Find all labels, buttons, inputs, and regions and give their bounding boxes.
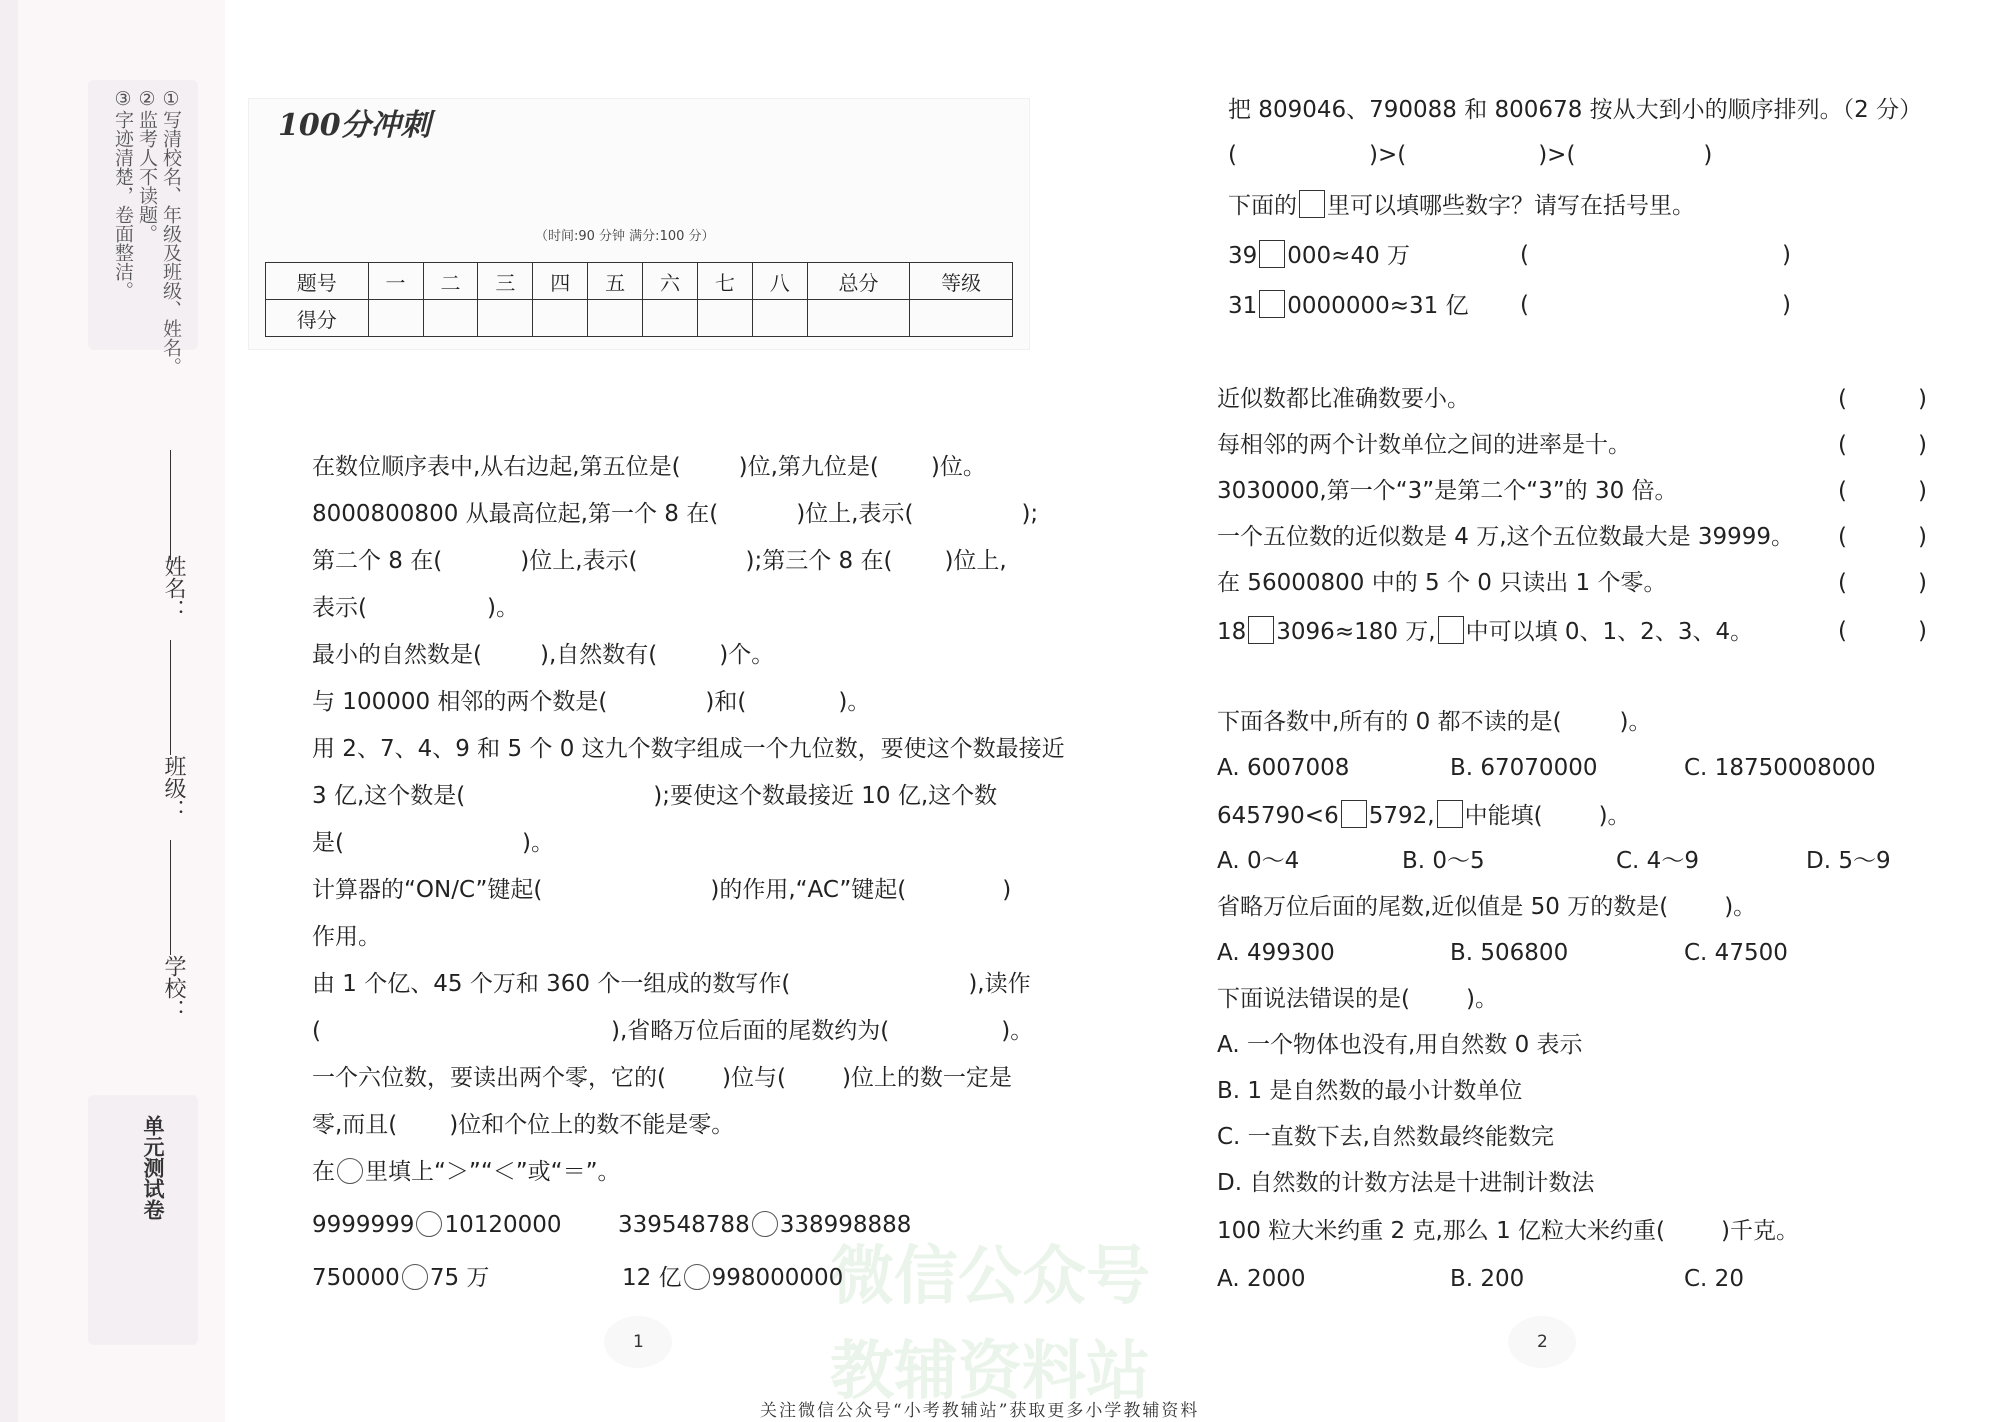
tf-paren-open: ( (1838, 618, 1847, 644)
mc-option[interactable]: A. 499300 (1217, 940, 1335, 966)
mc-option[interactable]: B. 1 是自然数的最小计数单位 (1217, 1078, 1523, 1104)
answer-paren-open: ( (1520, 292, 1529, 318)
mc-option[interactable]: A. 0～4 (1217, 848, 1300, 874)
tf-question-3: 3030000,第一个“3”是第二个“3”的 30 倍。 (1217, 478, 1678, 504)
question-7: 由 1 个亿、45 个万和 360 个一组成的数写作( ),读作 (312, 971, 1031, 997)
tf-paren-open: ( (1838, 524, 1847, 550)
tf-question-1: 近似数都比准确数要小。 (1217, 386, 1470, 412)
digit-box[interactable] (1259, 240, 1285, 268)
mc-option[interactable]: B. 200 (1450, 1266, 1525, 1292)
mc-question-3: 省略万位后面的尾数,近似值是 50 万的数是( )。 (1217, 894, 1757, 920)
question-10-answer-line: ( )>( )>( ) (1228, 142, 1713, 168)
mc-question-4: 下面说法错误的是( )。 (1217, 986, 1498, 1012)
page-number-1: 1 (633, 1332, 644, 1352)
sidebar-edge-strip (0, 0, 18, 1422)
question-8-end: 零,而且( )位和个位上的数不能是零。 (312, 1112, 735, 1138)
answer-paren-open: ( (1520, 242, 1529, 268)
score-input-cell[interactable] (588, 300, 643, 337)
tf-question-5: 在 56000800 中的 5 个 0 只读出 1 个零。 (1217, 570, 1667, 596)
score-input-cell[interactable] (910, 300, 1013, 337)
question-11: 下面的 里可以填哪些数字？请写在括号里。 (1228, 190, 1695, 221)
score-table-header-row (266, 263, 1013, 300)
question-6: 计算器的“ON/C”键起( )的作用,“AC”键起( ) (312, 877, 1012, 903)
watermark-line-1: 微信公众号 (830, 1240, 1150, 1314)
page-number-2: 2 (1537, 1332, 1548, 1352)
question-5-cont: 3 亿,这个数是( );要使这个数最接近 10 亿,这个数 (312, 783, 998, 809)
question-4: 与 100000 相邻的两个数是( )和( )。 (312, 689, 871, 715)
score-cell: 等级 (910, 263, 1013, 300)
footer-notice: 关注微信公众号“小考教辅站”获取更多小学教辅资料 (760, 1401, 1200, 1421)
tf-paren-close: ) (1918, 618, 1927, 644)
question-10: 把 809046、790088 和 800678 按从大到小的顺序排列。（2 分） (1228, 97, 1923, 123)
tf-paren-open: ( (1838, 478, 1847, 504)
question-1: 在数位顺序表中,从右边起,第五位是( )位,第九位是( )位。 (312, 454, 986, 480)
mc-option[interactable]: D. 5～9 (1806, 848, 1891, 874)
question-5-end: 是( )。 (312, 830, 554, 856)
tf-paren-close: ) (1918, 570, 1927, 596)
tf-paren-close: ) (1918, 386, 1927, 412)
tf-paren-close: ) (1918, 478, 1927, 504)
mc-option[interactable]: C. 18750008000 (1684, 755, 1876, 781)
tf-paren-open: ( (1838, 570, 1847, 596)
brand-logo: 100分冲刺 (278, 108, 431, 143)
question-7-cont: ( ),省略万位后面的尾数约为( )。 (312, 1018, 1034, 1044)
score-row-label: 得分 (266, 300, 369, 337)
compare-circle[interactable] (684, 1264, 710, 1290)
mc-option[interactable]: C. 4～9 (1616, 848, 1699, 874)
class-label: 班级： (161, 755, 186, 821)
score-cell: 题号 (266, 263, 369, 300)
score-input-cell[interactable] (697, 300, 752, 337)
compare-item: 12 亿 998000000 (622, 1265, 844, 1291)
score-input-cell[interactable] (368, 300, 423, 337)
mc-question-5: 100 粒大米约重 2 克,那么 1 亿粒大米约重( )千克。 (1217, 1218, 1799, 1244)
school-label: 学校： (161, 955, 186, 1021)
square-blank-icon (1437, 800, 1463, 828)
tf-question-4: 一个五位数的近似数是 4 万,这个五位数最大是 39999。 (1217, 524, 1795, 550)
name-label: 姓名： (161, 555, 186, 621)
score-input-cell[interactable] (807, 300, 910, 337)
tf-paren-open: ( (1838, 386, 1847, 412)
notice-line-2: ②监考人不读题。 (136, 88, 158, 243)
compare-circle[interactable] (402, 1264, 428, 1290)
mc-option[interactable]: D. 自然数的计数方法是十进制计数法 (1217, 1170, 1595, 1196)
mc-option[interactable]: C. 47500 (1684, 940, 1788, 966)
class-line[interactable] (170, 640, 171, 755)
notice-line-1: ①写清校名、年级及班级、姓名。 (160, 88, 182, 376)
question-2-end: 表示( )。 (312, 595, 519, 621)
mc-option[interactable]: A. 一个物体也没有,用自然数 0 表示 (1217, 1032, 1583, 1058)
mc-question-1: 下面各数中,所有的 0 都不读的是( )。 (1217, 709, 1652, 735)
answer-paren-close: ) (1782, 292, 1791, 318)
notice-line-3: ③字迹清楚，卷面整洁。 (112, 88, 134, 300)
square-blank-icon (1299, 190, 1325, 218)
score-cell: 五 (588, 263, 643, 300)
tf-question-6: 18 3096≈180 万, 中可以填 0、1、2、3、4。 (1217, 616, 1753, 647)
circle-blank-icon (337, 1158, 363, 1184)
digit-box[interactable] (1248, 616, 1274, 644)
question-3: 最小的自然数是( ),自然数有( )个。 (312, 642, 775, 668)
tf-paren-close: ) (1918, 432, 1927, 458)
question-2-cont: 第二个 8 在( )位上,表示( );第三个 8 在( )位上, (312, 548, 1007, 574)
mc-option[interactable]: B. 67070000 (1450, 755, 1598, 781)
compare-item: 339548788 338998888 (618, 1212, 912, 1238)
score-cell: 六 (643, 263, 698, 300)
compare-item: 750000 75 万 (312, 1265, 490, 1291)
score-cell: 七 (697, 263, 752, 300)
score-cell: 总分 (807, 263, 910, 300)
tf-question-2: 每相邻的两个计数单位之间的进率是十。 (1217, 432, 1631, 458)
question-9: 在 里填上“＞”“＜”或“＝”。 (312, 1159, 621, 1185)
question-6-end: 作用。 (312, 924, 381, 950)
compare-circle[interactable] (752, 1211, 778, 1237)
score-cell: 四 (533, 263, 588, 300)
school-line[interactable] (170, 840, 171, 955)
score-cell: 二 (423, 263, 478, 300)
score-input-cell[interactable] (423, 300, 478, 337)
unit-test-label: 单元测试卷 (141, 1115, 165, 1220)
digit-box[interactable] (1259, 290, 1285, 318)
score-table (265, 262, 1013, 337)
question-11-row-1: 39 000≈40 万 (1228, 240, 1410, 271)
tf-paren-open: ( (1838, 432, 1847, 458)
mc-option[interactable]: C. 一直数下去,自然数最终能数完 (1217, 1124, 1554, 1150)
answer-paren-close: ) (1782, 242, 1791, 268)
mc-option[interactable]: A. 6007008 (1217, 755, 1350, 781)
square-blank-icon (1438, 616, 1464, 644)
tf-paren-close: ) (1918, 524, 1927, 550)
question-2: 8000800800 从最高位起,第一个 8 在( )位上,表示( ); (312, 501, 1039, 527)
score-cell: 八 (752, 263, 807, 300)
score-table-score-row (266, 300, 1013, 337)
score-input-cell[interactable] (533, 300, 588, 337)
score-cell: 三 (478, 263, 533, 300)
compare-circle[interactable] (416, 1211, 442, 1237)
digit-box[interactable] (1341, 800, 1367, 828)
score-input-cell[interactable] (752, 300, 807, 337)
question-5: 用 2、7、4、9 和 5 个 0 这九个数字组成一个九位数，要使这个数最接近 (312, 736, 1065, 762)
score-input-cell[interactable] (478, 300, 533, 337)
score-input-cell[interactable] (643, 300, 698, 337)
mc-question-2: 645790<6 5792, 中能填( )。 (1217, 800, 1631, 831)
exam-timing: （时间:90 分钟 满分:100 分） (535, 229, 715, 244)
mc-option[interactable]: B. 506800 (1450, 940, 1569, 966)
mc-option[interactable]: A. 2000 (1217, 1266, 1306, 1292)
watermark-line-2: 教辅资料站 (830, 1335, 1150, 1409)
question-8: 一个六位数，要读出两个零，它的( )位与( )位上的数一定是 (312, 1065, 1012, 1091)
score-cell: 一 (368, 263, 423, 300)
name-line[interactable] (170, 450, 171, 560)
mc-option[interactable]: C. 20 (1684, 1266, 1744, 1292)
question-11-row-2: 31 0000000≈31 亿 (1228, 290, 1469, 321)
compare-item: 9999999 10120000 (312, 1212, 562, 1238)
mc-option[interactable]: B. 0～5 (1402, 848, 1485, 874)
